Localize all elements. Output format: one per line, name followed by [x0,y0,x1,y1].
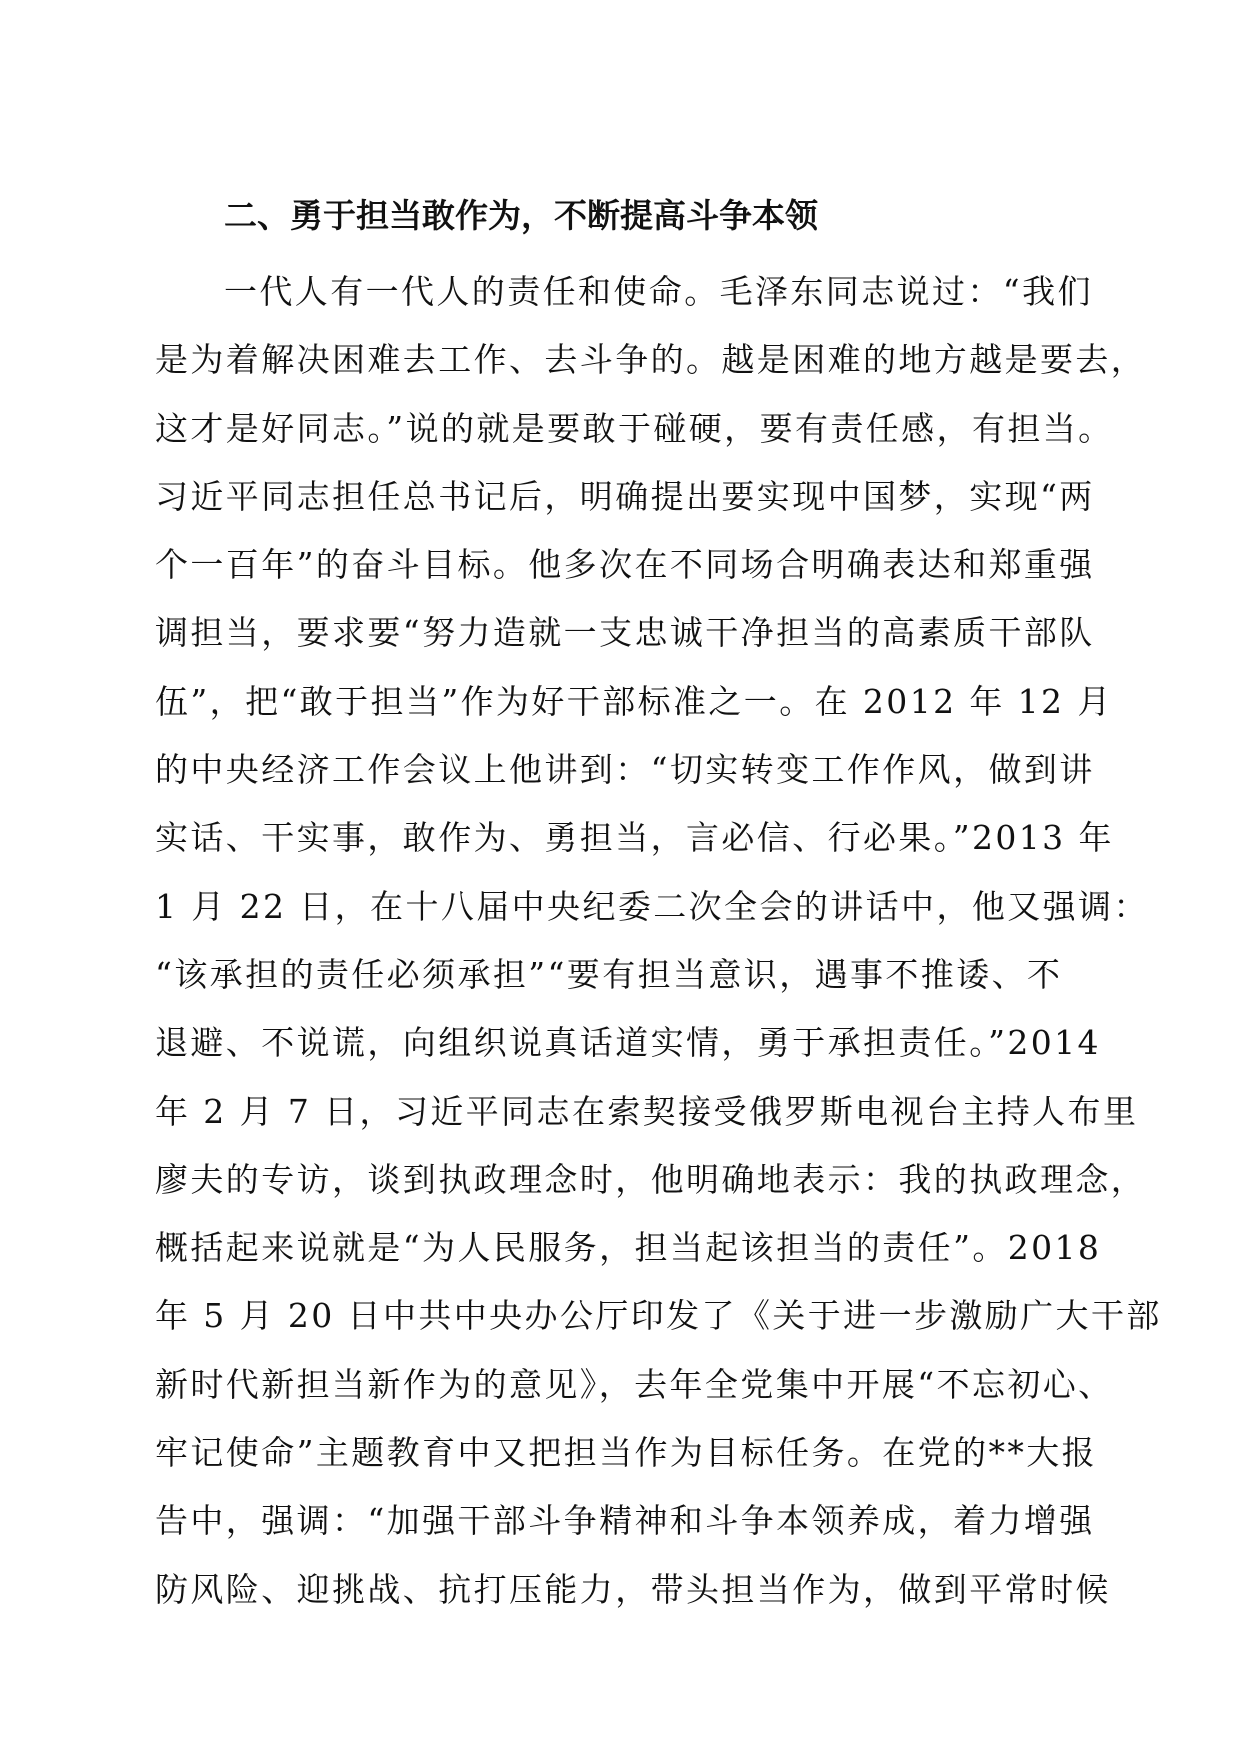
paragraph-line: 告中，强调：“加强干部斗争精神和斗争本领养成，着力增强 [155,1501,1095,1541]
paragraph-line: 是为着解决困难去工作、去斗争的。越是困难的地方越是要去， [155,340,1147,380]
paragraph-line: 新时代新担当新作为的意见》，去年全党集中开展“不忘初心、 [155,1364,1114,1404]
body-paragraph [155,258,1162,1624]
paragraph-line: 牢记使命”主题教育中又把担当作为目标任务。在党的**大报 [155,1433,1098,1473]
paragraph-line: “该承担的责任必须承担”“要有担当意识，遇事不推诿、不 [155,954,1063,994]
paragraph-line: 退避、不说谎，向组织说真话道实情，勇于承担责任。”2014 [155,1023,1101,1063]
paragraph-line: 防风险、迎挑战、抗打压能力，带头担当作为，做到平常时候 [155,1569,1111,1609]
paragraph-line: 个一百年”的奋斗目标。他多次在不同场合明确表达和郑重强 [155,545,1095,585]
paragraph-line: 年 5 月 20 日中共中央办公厅印发了《关于进一步激励广大干部 [155,1296,1162,1336]
paragraph-line: 概括起来说就是“为人民服务，担当起该担当的责任”。2018 [155,1228,1102,1268]
paragraph-line: 1 月 22 日，在十八届中央纪委二次全会的讲话中，他又强调： [155,886,1149,926]
paragraph-line: 习近平同志担任总书记后，明确提出要实现中国梦，实现“两 [155,476,1095,516]
paragraph-line: 年 2 月 7 日，习近平同志在索契接受俄罗斯电视台主持人布里 [155,1091,1139,1131]
paragraph-line: 的中央经济工作会议上他讲到：“切实转变工作作风，做到讲 [155,750,1095,790]
section-heading: 二、勇于担当敢作为，不断提高斗争本领 [224,196,818,235]
paragraph-line: 廖夫的专访，谈到执政理念时，他明确地表示：我的执政理念， [155,1159,1147,1199]
paragraph-line: 伍”，把“敢于担当”作为好干部标准之一。在 2012 年 12 月 [155,681,1113,721]
paragraph-line: 这才是好同志。”说的就是要敢于碰硬，要有责任感，有担当。 [155,408,1114,448]
paragraph-line: 实话、干实事，敢作为、勇担当，言必信、行必果。”2013 年 [155,818,1114,858]
paragraph-line: 一代人有一代人的责任和使命。毛泽东同志说过：“我们 [224,272,1093,311]
paragraph-line: 调担当，要求要“努力造就一支忠诚干净担当的高素质干部队 [155,613,1095,653]
